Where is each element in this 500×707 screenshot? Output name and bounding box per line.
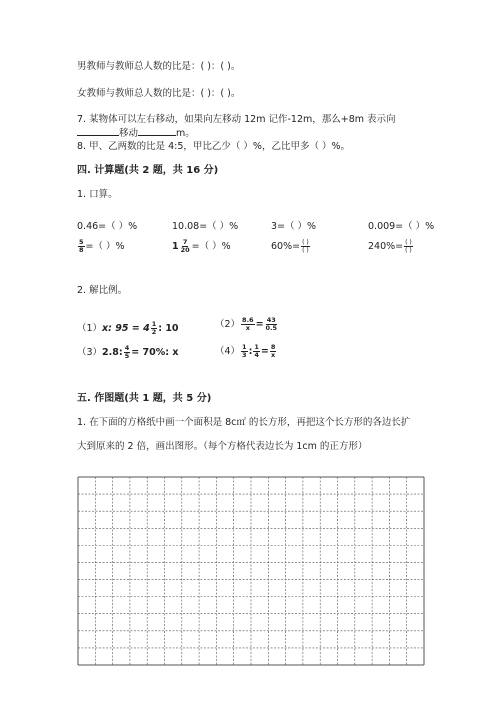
grid-paper[interactable] — [77, 476, 425, 666]
oral-calc-item: 3=（ ）% — [271, 221, 317, 232]
question-8: 8. 甲、乙两数的比是 4:5，甲比乙少（ ）%，乙比甲多（ ）%。 — [77, 141, 350, 152]
proportion-item-3: （3）2.8: $\frac{4}{5}$ = 70%: x — [77, 344, 179, 360]
answer-blank[interactable] — [77, 135, 119, 136]
question-1-title: 1. 口算。 — [77, 189, 118, 200]
oral-calc-item: 240%= $\frac{( )}{( )}$ — [368, 239, 412, 254]
male-teacher-ratio-line: 男教师与教师总人数的比是：( )：( )。 — [77, 61, 241, 72]
female-teacher-ratio-line: 女教师与教师总人数的比是：( )：( )。 — [77, 88, 241, 99]
oral-calc-item: 60%= $\frac{( )}{( )}$ — [271, 239, 309, 254]
oral-calc-item: 10.08=（ ）% — [172, 221, 239, 232]
drawing-question-line-1: 1. 在下面的方格纸中画一个面积是 8c㎡ 的长方形，再把这个长方形的各边长扩 — [77, 417, 411, 428]
oral-calc-item: 0.009=（ ）% — [368, 221, 435, 232]
oral-calc-item: $\frac{5}{8}$ =（ ）% — [79, 238, 125, 254]
question-7-line-2: 移动 m。 — [77, 128, 195, 140]
section-4-heading: 四. 计算题(共 2 题，共 16 分) — [77, 165, 219, 176]
drawing-question-line-2: 大到原来的 2 倍，画出图形。（每个方格代表边长为 1cm 的正方形） — [77, 441, 368, 452]
section-5-heading: 五. 作图题(共 1 题，共 5 分) — [77, 393, 212, 404]
proportion-item-4: （4） $\frac{1}{3}$ : $\frac{1}{4}$ = $\frac{8}{x}$ — [215, 343, 276, 359]
proportion-item-1: （1）x: 95 = 4 $\frac{1}{2}$ : 10 — [77, 320, 179, 336]
proportion-item-2: （2） $\frac{8.6}{x}$ = $\frac{43}{0.5}$ — [215, 316, 278, 332]
question-2-title: 2. 解比例。 — [77, 285, 128, 296]
oral-calc-item: 1 $\frac{7}{20}$ =（ ）% — [172, 238, 231, 254]
question-7-line-1: 7. 某物体可以左右移动，如果向左移动 12m 记作-12m，那么+8m 表示向 — [77, 114, 396, 125]
answer-blank[interactable] — [138, 135, 176, 136]
oral-calc-item: 0.46=（ ）% — [77, 221, 138, 232]
